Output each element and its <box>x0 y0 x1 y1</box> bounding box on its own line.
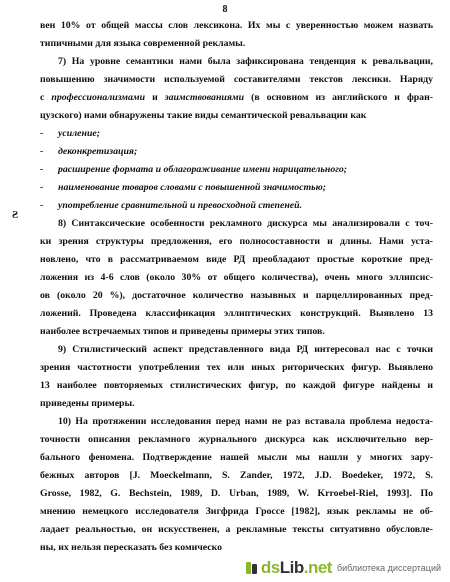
page-number: 8 <box>222 4 228 15</box>
margin-mark: Ƨ <box>12 209 19 221</box>
text-line: точности описания рекламного журнального дискурса как исключительно вер- <box>40 434 433 445</box>
watermark-subtitle: библиотека диссертаций <box>336 563 441 573</box>
text-line: типичными для языка современной рекламы. <box>40 38 246 49</box>
text-line: 10) На протяжении исследования перед нами не раз вставала проблема недоста- <box>58 416 433 427</box>
bullet-dash: - <box>40 128 44 139</box>
bullet-dash: - <box>40 200 44 211</box>
text-line: наиболее встречаемых типов и приведены примеры этих типов. <box>40 326 325 337</box>
text-line: ки зрения структуры предложения, его полносоставности и длины. Нами уста- <box>40 236 433 247</box>
list-item-text: расширение формата и облагораживание имени нарицательного; <box>58 164 348 175</box>
text-line: с профессионализмами и заимствованиями (в основном из английского и фран- <box>40 92 433 103</box>
watermark[interactable] <box>241 557 444 578</box>
text-line: 7) На уровне семантики нами была зафиксирована тенденция к ревальвации, <box>58 56 433 67</box>
bullet-dash: - <box>40 164 44 175</box>
text-line: новлено, что в рассматриваемом виде РД преобладают простые короткие пред- <box>40 254 433 265</box>
list-item-text: деконкретизация; <box>58 146 138 157</box>
book-stack-icon <box>245 560 259 576</box>
text-line: ладает реальностью, он искусственен, а рекламные тексты ситуативно обусловле- <box>40 524 433 535</box>
text-line: зрения частотности употребления тех или иных риторических фигур. Выявлено <box>40 362 433 373</box>
watermark-ds: ds <box>260 558 280 577</box>
dslib-logo <box>245 558 332 578</box>
text-line: ложения из 4-6 слов (около 30% от общего количества), очень много эллипсис- <box>40 272 433 283</box>
text-line: 8) Синтаксические особенности рекламного дискурса мы анализировали с точ- <box>58 218 433 229</box>
list-item-text: наименование товаров словами с повышенной значимостью; <box>58 182 326 193</box>
list-item <box>40 182 326 194</box>
text-line: ны, их нельзя пересказать без комическо <box>40 542 223 553</box>
text-line: бального феномена. Подтверждение нашей мысли мы нашли у многих зару- <box>40 452 433 463</box>
list-item-text: усиление; <box>58 128 101 139</box>
bullet-dash: - <box>40 182 44 193</box>
text-line: приведены примеры. <box>40 398 135 409</box>
text-line: ложений. Проведена классификация эллиптических конструкций. Выявлено 13 <box>40 308 433 319</box>
text-line: Grosse, 1982, G. Bechstein, 1989, D. Urban, 1989, W. Krroebel-Riel, 1993]. По <box>40 488 433 499</box>
watermark-net: .net <box>303 558 332 577</box>
list-item <box>40 164 347 176</box>
list-item <box>40 146 137 158</box>
bullet-dash: - <box>40 146 44 157</box>
text-line: повышению значимости используемой составителями текстов лексики. Наряду <box>40 74 433 85</box>
text-line: 9) Стилистический аспект представленного вида РД интересовал нас с точки <box>58 344 433 355</box>
text-line: бежных авторов [J. Moeckelmann, S. Zander, 1972, J.D. Boedeker, 1972, S. <box>40 470 433 481</box>
text-line: ов (около 20 %), достаточное количество назывных и парцеллированных пред- <box>40 290 433 301</box>
watermark-lib: Lib <box>279 558 304 577</box>
list-item <box>40 128 100 140</box>
list-item-text: употребление сравнительной и превосходной степеней. <box>58 200 303 211</box>
text-line: цузского) нами обнаружены такие виды семантической ревальвации как <box>40 110 367 121</box>
text-line: 13 наиболее повторяемых стилистических фигур, по каждой фигуре найдены и <box>40 380 433 391</box>
text-line: мнению немецкого исследователя Зигфрида Гроссе [1982], язык рекламы не об- <box>40 506 433 517</box>
list-item <box>40 200 302 212</box>
text-line: вен 10% от общей массы слов лексикона. Их мы с уверенностью можем назвать <box>40 20 433 31</box>
